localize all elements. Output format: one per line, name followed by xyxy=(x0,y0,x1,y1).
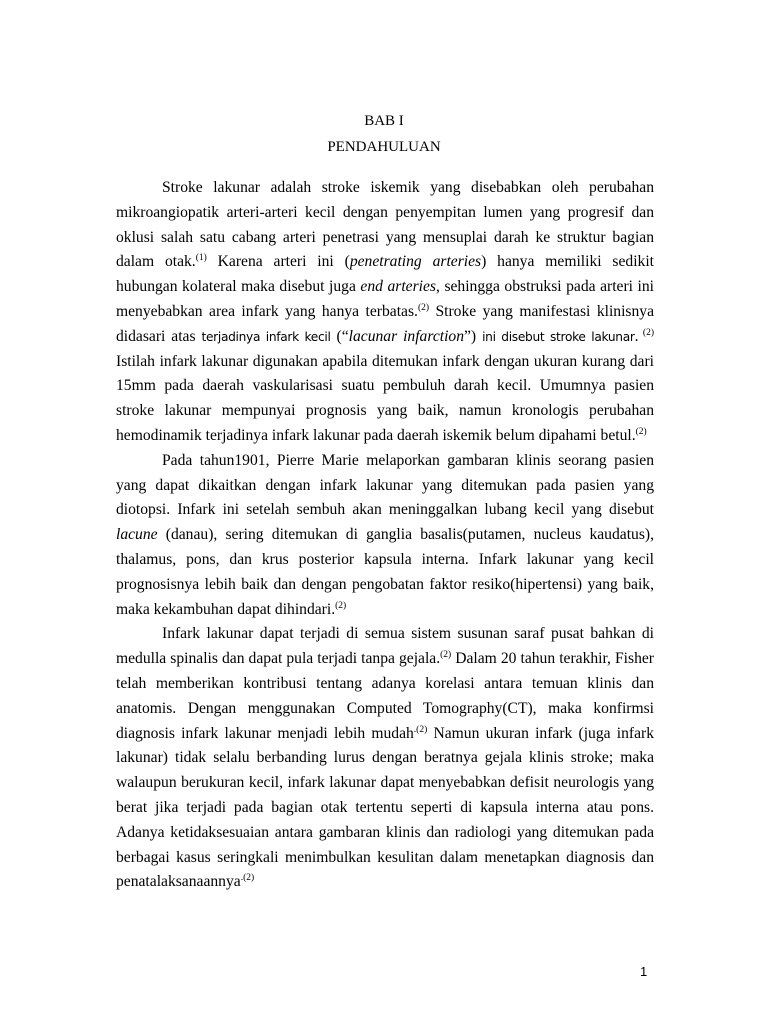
text-run: Stroke yang manifestasi klinisnya didasari atas xyxy=(116,302,654,345)
text-run: Dalam 20 tahun terakhir, Fisher telah memberikan kontribusi tentang adanya korelasi antara temuan klinis dan anatomis. Dengan menggunakan Computed Tomography(CT), maka konfirmsi diagnosis infark lakunar menjadi lebih mudah xyxy=(116,650,654,742)
citation-ref: .(2) xyxy=(413,724,428,735)
citation-ref: (2) xyxy=(440,650,452,661)
italic-term: penetrating arteries xyxy=(349,253,482,271)
citation-ref: (2) xyxy=(335,600,347,611)
text-run: ”) xyxy=(464,327,483,345)
text-run: Karena arteri ini ( xyxy=(206,253,350,271)
italic-term: lacune xyxy=(116,526,158,544)
text-run: (“ xyxy=(330,327,349,345)
paragraph-2 xyxy=(116,449,654,623)
citation-ref: (2) xyxy=(417,302,430,313)
text-run-sans: ini disebut stroke lakunar xyxy=(482,329,635,344)
text-run: . xyxy=(634,327,639,345)
text-run: Stroke lakunar adalah stroke iskemik yang disebabkan oleh perubahan mikroangiopatik arteri-arteri kecil dengan penyempitan lumen yang progresif dan oklusi salah satu cabang arteri penetrasi yang mensuplai darah ke struktur bagian dalam otak. xyxy=(116,179,654,271)
text-run: Istilah infark lakunar digunakan apabila ditemukan infark dengan ukuran kurang dari 15mm pada daerah vaskularisasi suatu pembuluh darah kecil. Umumnya pasien stroke lakunar mempunyai prognosis yang baik, namun kronologis perubahan hemodinamik terjadinya infark lakunar pada daerah iskemik belum dipahami betul. xyxy=(116,352,654,444)
paragraph-1 xyxy=(116,176,654,449)
text-run-sans: terjadinya infark kecil xyxy=(201,329,331,344)
italic-term: end arteries xyxy=(360,278,436,296)
page-number: 1 xyxy=(640,964,648,979)
chapter-label: BAB I xyxy=(364,113,404,129)
paragraph-3 xyxy=(116,622,654,895)
chapter-title: PENDAHULUAN xyxy=(327,139,441,155)
citation-ref: .(2) xyxy=(240,873,255,884)
citation-ref: (2) xyxy=(638,327,654,338)
text-run: Namun ukuran infark (juga infark lakunar) tidak selalu berbanding lurus dengan beratnya gejala klinis stroke; maka walaupun berukuran kecil, infark lakunar dapat menyebabkan defisit neurologis yang berat jika terjadi pada bagian otak tertentu seperti di kapsula interna atau pons. Adanya ketidaksesuaian antara gambaran klinis dan radiologi yang ditemukan pada berbagai kasus seringkali menimbulkan kesulitan dalam menetapkan diagnosis dan penatalaksanaannya xyxy=(116,724,654,891)
citation-ref: (2) xyxy=(635,426,647,437)
citation-ref: (1) xyxy=(195,253,207,264)
italic-term: lacunar infarction xyxy=(348,327,465,345)
text-run: Pada tahun1901, Pierre Marie melaporkan gambaran klinis seorang pasien yang dapat dikaitkan dengan infark lakunar yang ditemukan pada pasien yang diotopsi. Infark ini setelah sembuh akan meninggalkan lubang kecil yang disebut xyxy=(116,451,654,519)
text-run: ) hanya memiliki sedikit hubungan kolateral maka disebut juga xyxy=(116,253,655,296)
text-run: , sehingga obstruksi pada arteri ini menyebabkan area infark yang hanya terbatas. xyxy=(116,278,655,320)
text-run: Infark lakunar dapat terjadi di semua sistem susunan saraf pusat bahkan di medulla spinalis dan dapat pula terjadi tanpa gejala. xyxy=(116,625,654,668)
text-run: (danau), sering ditemukan di ganglia basalis(putamen, nucleus kaudatus), thalamus, pons, dan krus posterior kapsula interna. Infark lakunar yang kecil prognosisnya lebih baik dan dengan pengobatan faktor resiko(hipertensi) yang baik, maka kekambuhan dapat dihindari. xyxy=(116,526,654,618)
document-body xyxy=(116,176,654,895)
